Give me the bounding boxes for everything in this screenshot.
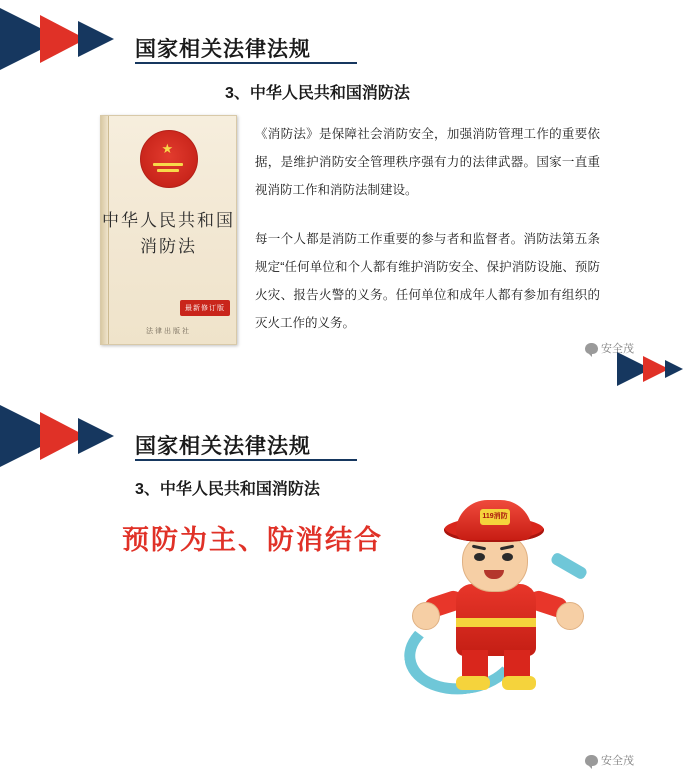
arrow-navy-small-icon-2 [78,418,114,454]
arrow-navy-small-icon [78,21,114,57]
firefighter-mascot-icon [400,498,610,693]
slide-1-title: 国家相关法律法规 [135,38,311,61]
emblem-bar-upper [153,163,183,166]
slide-1-title-underline [135,62,357,64]
hose-nozzle-icon [550,551,589,580]
book-edition-badge: 最新修订版 [180,300,230,316]
slide-1-subtitle: 3、中华人民共和国消防法 [225,85,410,102]
national-emblem-icon [140,130,198,188]
slide-2-title-underline [135,459,357,461]
slide-1-paragraph-2: 每一个人都是消防工作重要的参与者和监督者。消防法第五条规定“任何单位和个人都有维护消防安全、保护消防设施、预防火灾、报告火警的义务。任何单位和成年人都有参加有组织的灭火工作的义务。 [255,232,600,330]
emblem-star-icon: ★ [161,141,174,156]
decorative-arrow-cluster [0,8,125,70]
mascot-eye-left [474,553,485,561]
watermark-text-1: 安全茂 [601,343,634,355]
book-title-line-1: 中华人民共和国 [102,211,235,230]
book-title [101,208,236,260]
emblem-circle [140,130,198,188]
fire-safety-slogan: 预防为主、防消结合 [122,525,383,555]
decorative-arrow-cluster-2 [0,405,125,467]
mascot-boot-left [456,676,490,690]
mascot-glove-right [556,602,584,630]
wechat-icon [585,343,598,354]
mascot-helmet-badge: 119消防 [480,509,510,525]
slide-1 [0,0,691,390]
watermark-text-2: 安全茂 [601,755,634,767]
mascot-boot-right [502,676,536,690]
wechat-icon-2 [585,755,598,766]
corner-arrow-navy-small-icon [665,360,683,378]
slide-1-paragraph-1: 《消防法》是保障社会消防安全，加强消防管理工作的重要依据，是维护消防安全管理秩序强有力的法律武器。国家一直重视消防工作和消防法制建设。 [255,127,600,197]
book-publisher: 法律出版社 [146,328,191,335]
mascot-face [462,534,528,592]
slide-2-title: 国家相关法律法规 [135,435,311,458]
emblem-bar-lower [157,169,179,172]
mascot-glove-left [412,602,440,630]
slide-2-subtitle: 3、中华人民共和国消防法 [135,481,320,498]
fire-law-book-cover [100,115,237,345]
watermark-slide-2 [585,752,634,768]
mascot-eye-right [502,553,513,561]
book-title-line-2: 消防法 [140,237,197,256]
mascot-uniform-stripe [456,618,536,627]
corner-arrows-slide-1 [617,352,691,386]
